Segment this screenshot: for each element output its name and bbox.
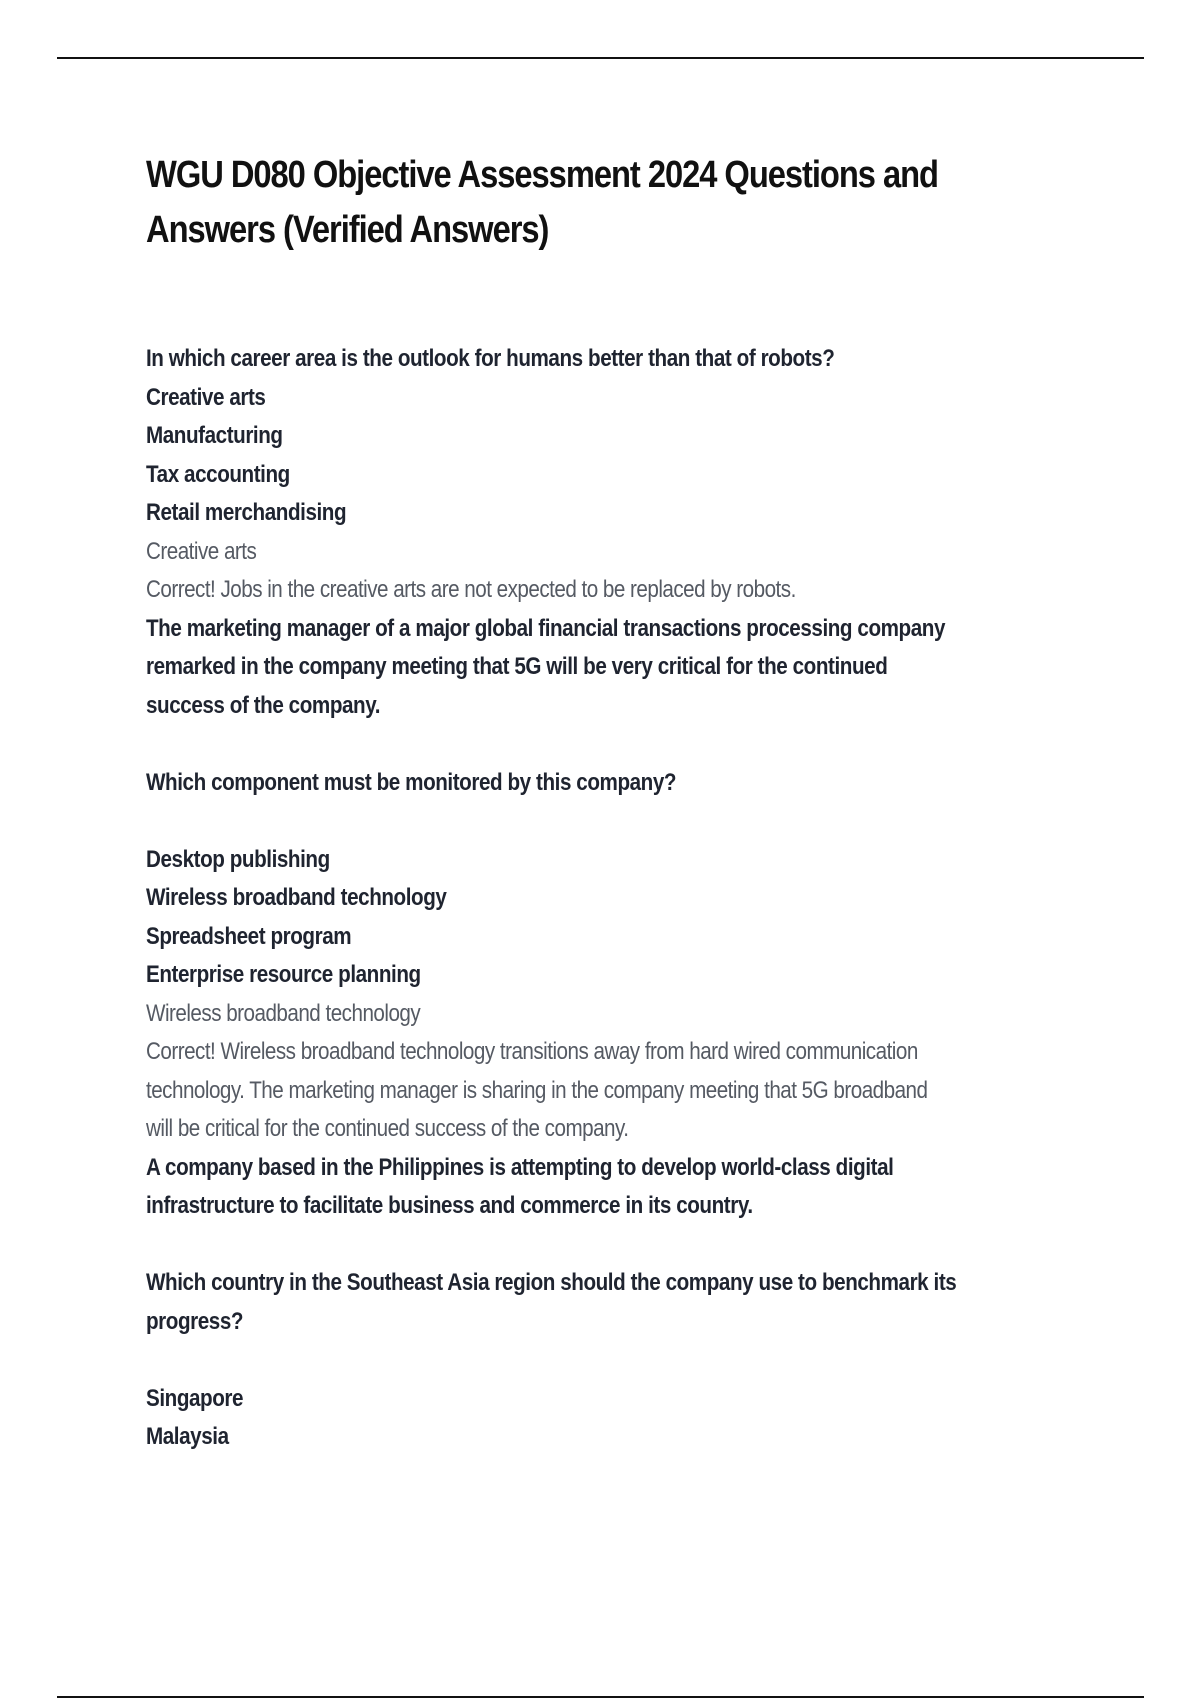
qa-list [146,340,1086,1457]
spacer [146,725,1086,764]
answer-option: Malaysia [146,1423,229,1450]
document-body [146,148,1086,1457]
correct-answer: Creative arts [146,537,257,565]
question-text: In which career area is the outlook for humans better than that of robots? [146,345,835,372]
question-2 [146,610,1086,1149]
question-prompt: Which country in the Southeast Asia region should the company use to benchmark its [146,1269,957,1296]
answer-option: Singapore [146,1384,244,1412]
answer-explanation: Correct! Jobs in the creative arts are not expected to be replaced by robots. [146,576,796,603]
answer-explanation: will be critical for the continued success of the company. [146,1115,629,1142]
answer-option: Enterprise resource planning [146,961,421,988]
spacer [146,802,1086,841]
question-text: success of the company. [146,691,381,719]
question-text: infrastructure to facilitate business and commerce in its country. [146,1192,753,1219]
spacer [146,1226,1086,1265]
question-text: A company based in the Philippines is attempting to develop world-class digital [146,1153,894,1181]
answer-option: Tax accounting [146,460,290,488]
answer-explanation: Correct! Wireless broadband technology transitions away from hard wired communication [146,1038,918,1065]
spacer [146,1341,1086,1380]
answer-option: Wireless broadband technology [146,884,447,911]
correct-answer: Wireless broadband technology [146,999,421,1027]
answer-option: Retail merchandising [146,499,347,526]
answer-option: Manufacturing [146,422,283,449]
answer-option: Spreadsheet program [146,922,352,950]
answer-option: Desktop publishing [146,845,330,873]
top-rule [57,57,1144,59]
question-text: remarked in the company meeting that 5G will be very critical for the continued [146,653,888,680]
bottom-rule [57,1696,1144,1698]
question-3 [146,1149,1086,1457]
answer-option: Creative arts [146,383,266,411]
document-title [146,148,1075,258]
question-prompt: Which component must be monitored by this company? [146,768,677,796]
question-prompt: progress? [146,1307,244,1335]
title-line-2: Answers (Verified Answers) [146,209,549,251]
answer-explanation: technology. The marketing manager is sharing in the company meeting that 5G broadband [146,1076,928,1104]
question-text: The marketing manager of a major global financial transactions processing company [146,614,946,642]
title-line-1: WGU D080 Objective Assessment 2024 Questions and [146,154,938,196]
question-1 [146,340,1086,610]
